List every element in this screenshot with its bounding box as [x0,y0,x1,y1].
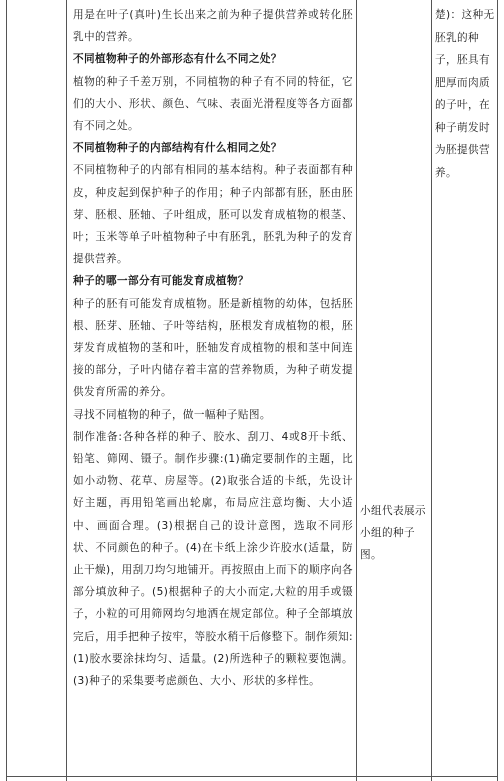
main-content-cell [73,4,353,692]
paragraph-intro: 用是在叶子(真叶)生长出来之前为种子提供营养或转化胚乳中的营养。 [73,9,353,44]
paragraph-instructions: 制作准备:各种各样的种子、胶水、刮刀、4或8开卡纸、铅笔、筛网、镊子。制作步骤:(1)确定要制作的主题，比如小动物、花草、房屋等。(2)取张合适的卡纸，先设计好主题，再用铅笔画出轮廓，布局应注意均衡、大小适中、画面合理。(3)根据自己的设计意图，选取不同形状、不同颜色的种子。(4)在卡纸上涂少许胶水(适量，防止干燥)，用刮刀均匀地铺开。再按照由上而下的顺序向各部分填放种子。(5)根据种子的大小而定,大粒的用手或镊子，小粒的可用筛网均匀地洒在规定部位。种子全部填放完后，用手把种子按牢，等胶水稍干后修整下。制作须知:(1)胶水要涂抹均匀、适量。(2)所选种子的颗粒要饱满。(3)种子的采集要考虑颜色、大小、形状的多样性。 [73,430,353,688]
paragraph-task: 寻找不同植物的种子，做一幅种子贴图。 [73,408,271,421]
paragraph-external-form: 植物的种子千差万别，不同植物的种子有不同的特征，它们的大小、形状、颜色、气味、表面光滑程度等各方面都有不同之处。 [73,75,353,133]
table-border-left [6,0,7,781]
table-divider-2 [356,0,357,781]
paragraph-embryo: 种子的胚有可能发育成植物。胚是新植物的幼体，包括胚根、胚芽、胚轴、子叶等结构，胚根发育成植物的根，胚芽发育成植物的茎和叶，胚轴发育成植物的根和茎中间连接的部分，子叶内储存着丰富的营养物质，为种子萌发提供发育所需的养分。 [73,297,353,399]
student-activity-cell: 小组代表展示小组的种子图。 [360,505,426,561]
table-divider-1 [66,0,67,781]
table-divider-3 [431,0,432,781]
heading-embryo: 种子的哪一部分有可能发育成植物？ [73,275,249,288]
notes-cell: 楚)：这种无胚乳的种子，胚具有肥厚而肉质的子叶，在种子萌发时为胚提供营养。 [435,9,495,179]
heading-external-form: 不同植物种子的外部形态有什么不同之处？ [73,53,282,66]
heading-internal-structure: 不同植物种子的内部结构有什么相同之处？ [73,142,282,155]
table-border-right [497,0,498,781]
table-border-bottom [6,776,498,777]
paragraph-internal-structure: 不同植物种子的内部有相同的基本结构。种子表面都有种皮，种皮起到保护种子的作用；种子内部都有胚，胚由胚芽、胚根、胚轴、子叶组成，胚可以发育成植物的根茎、叶；玉米等单子叶植物种子中有胚乳，胚乳为种子的发育提供营养。 [73,164,353,266]
